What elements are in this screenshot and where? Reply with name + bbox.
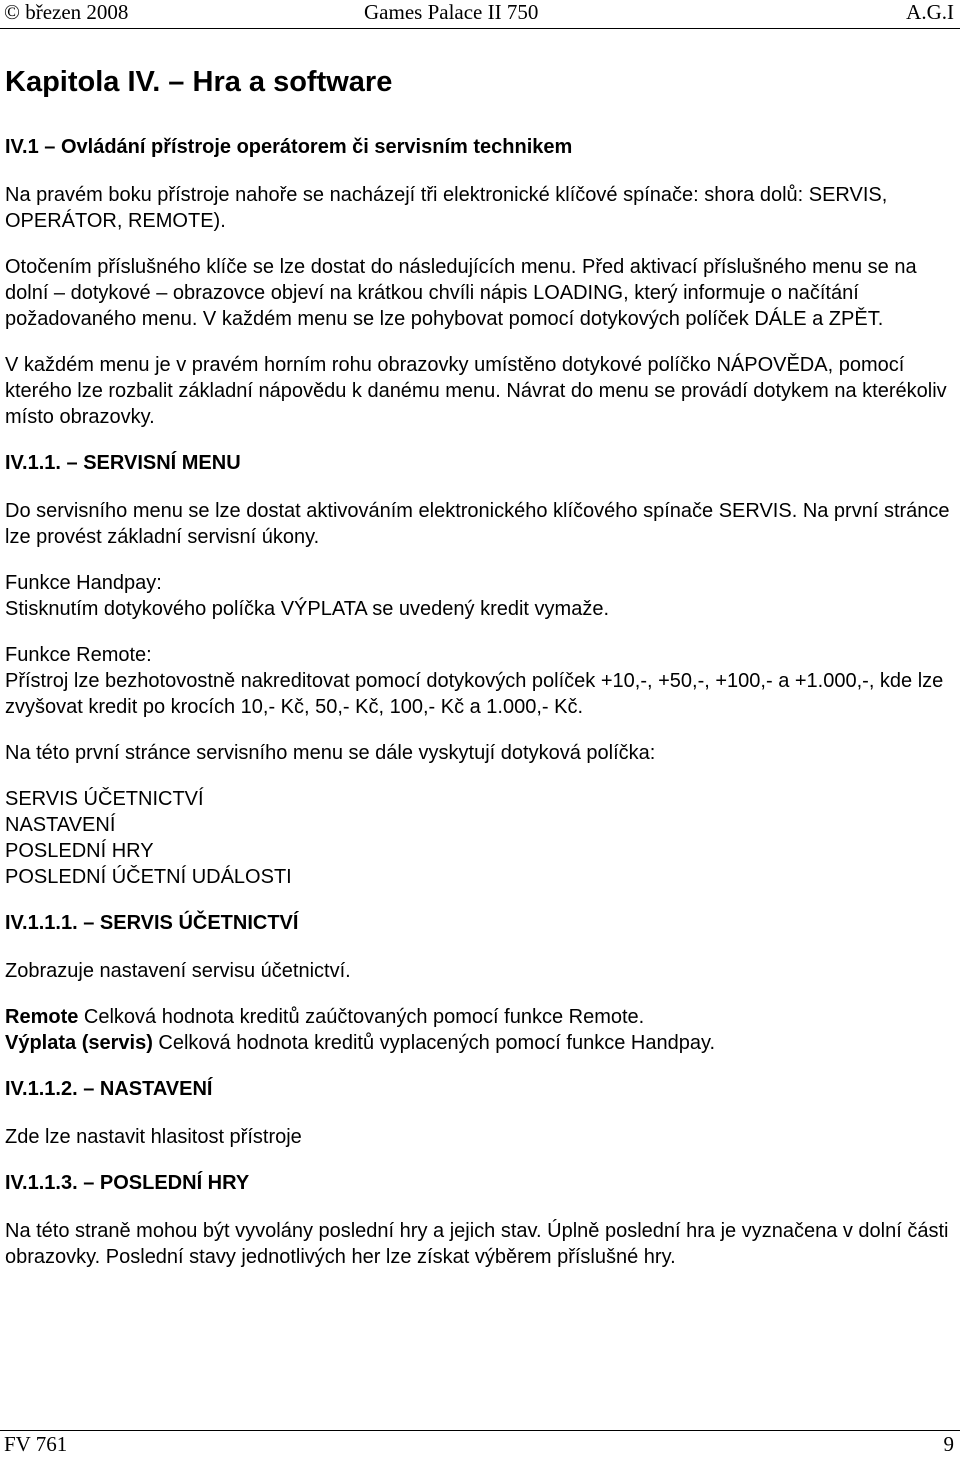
definition-list xyxy=(5,1004,955,1056)
footer-divider xyxy=(0,1430,960,1431)
section-title: IV.1 – Ovládání přístroje operátorem či servisním technikem xyxy=(5,136,573,158)
handpay-text: Stisknutím dotykového políčka VÝPLATA se uvedený kredit vymaže. xyxy=(5,598,609,620)
footer-model: FV 761 xyxy=(4,1432,68,1456)
paragraph: Zde lze nastavit hlasitost přístroje xyxy=(5,1126,302,1148)
definition-remote xyxy=(5,1004,955,1030)
header-product: Games Palace II 750 xyxy=(364,0,539,24)
paragraph: Zobrazuje nastavení servisu účetnictví. xyxy=(5,960,351,982)
paragraph: Na této straně mohou být vyvolány poslední hry a jejich stav. Úplně poslední hra je vyznačena v dolní části obrazovky. Poslední stavy jednotlivých her lze získat výběrem příslušné hry. xyxy=(5,1220,949,1268)
paragraph: V každém menu je v pravém horním rohu obrazovky umístěno dotykové políčko NÁPOVĚDA, pomocí kterého lze rozbalit základní nápovědu k danému menu. Návrat do menu se provádí dotykem na kterékoliv místo obrazovky. xyxy=(5,354,947,428)
page-number: 9 xyxy=(943,1432,954,1456)
header-divider xyxy=(0,28,960,29)
chapter-title: Kapitola IV. – Hra a software xyxy=(5,66,393,98)
list-item: NASTAVENÍ xyxy=(5,814,116,836)
paragraph: Na této první stránce servisního menu se dále vyskytují dotyková políčka: xyxy=(5,742,656,764)
definition: Celková hodnota kreditů vyplacených pomocí funkce Handpay. xyxy=(152,1032,716,1054)
document-body xyxy=(5,64,955,1290)
page-footer xyxy=(0,1432,960,1460)
section-title: IV.1.1. – SERVISNÍ MENU xyxy=(5,452,241,474)
header-copyright: © březen 2008 xyxy=(4,0,129,24)
remote-label: Funkce Remote: xyxy=(5,644,152,666)
touch-field-list xyxy=(5,786,955,890)
section-title: IV.1.1.1. – SERVIS ÚČETNICTVÍ xyxy=(5,912,299,934)
remote-text: Přístroj lze bezhotovostně nakreditovat pomocí dotykových políček +10,-, +50,-, +100,- a +1.000,-, kde lze zvyšovat kredit po krocích 10,- Kč, 50,- Kč, 100,- Kč a 1.000,- Kč. xyxy=(5,670,944,718)
section-title: IV.1.1.3. – POSLEDNÍ HRY xyxy=(5,1172,250,1194)
paragraph: Na pravém boku přístroje nahoře se nacházejí tři elektronické klíčové spínače: shora dolů: SERVIS, OPERÁTOR, REMOTE). xyxy=(5,184,888,232)
list-item: POSLEDNÍ ÚČETNÍ UDÁLOSTI xyxy=(5,866,292,888)
paragraph: Otočením příslušného klíče se lze dostat do následujících menu. Před aktivací příslušného menu se na dolní – dotykové – obrazovce objeví na krátkou chvíli nápis LOADING, který informuje o načítání požadovaného menu. V každém menu se lze pohybovat pomocí dotykových políček DÁLE a ZPĚT. xyxy=(5,256,917,330)
paragraph: Do servisního menu se lze dostat aktivováním elektronického klíčového spínače SERVIS. Na první stránce lze provést základní servisní úkony. xyxy=(5,500,950,548)
list-item: POSLEDNÍ HRY xyxy=(5,840,154,862)
definition: Celková hodnota kreditů zaúčtovaných pomocí funkce Remote. xyxy=(78,1006,645,1028)
header-company: A.G.I xyxy=(906,0,954,24)
term: Remote xyxy=(5,1006,79,1028)
page-header xyxy=(0,0,960,28)
handpay-block xyxy=(5,570,955,622)
list-item: SERVIS ÚČETNICTVÍ xyxy=(5,788,204,810)
handpay-label: Funkce Handpay: xyxy=(5,572,162,594)
term: Výplata (servis) xyxy=(5,1032,153,1054)
remote-block xyxy=(5,642,955,720)
definition-payout xyxy=(5,1030,955,1056)
section-title: IV.1.1.2. – NASTAVENÍ xyxy=(5,1078,213,1100)
